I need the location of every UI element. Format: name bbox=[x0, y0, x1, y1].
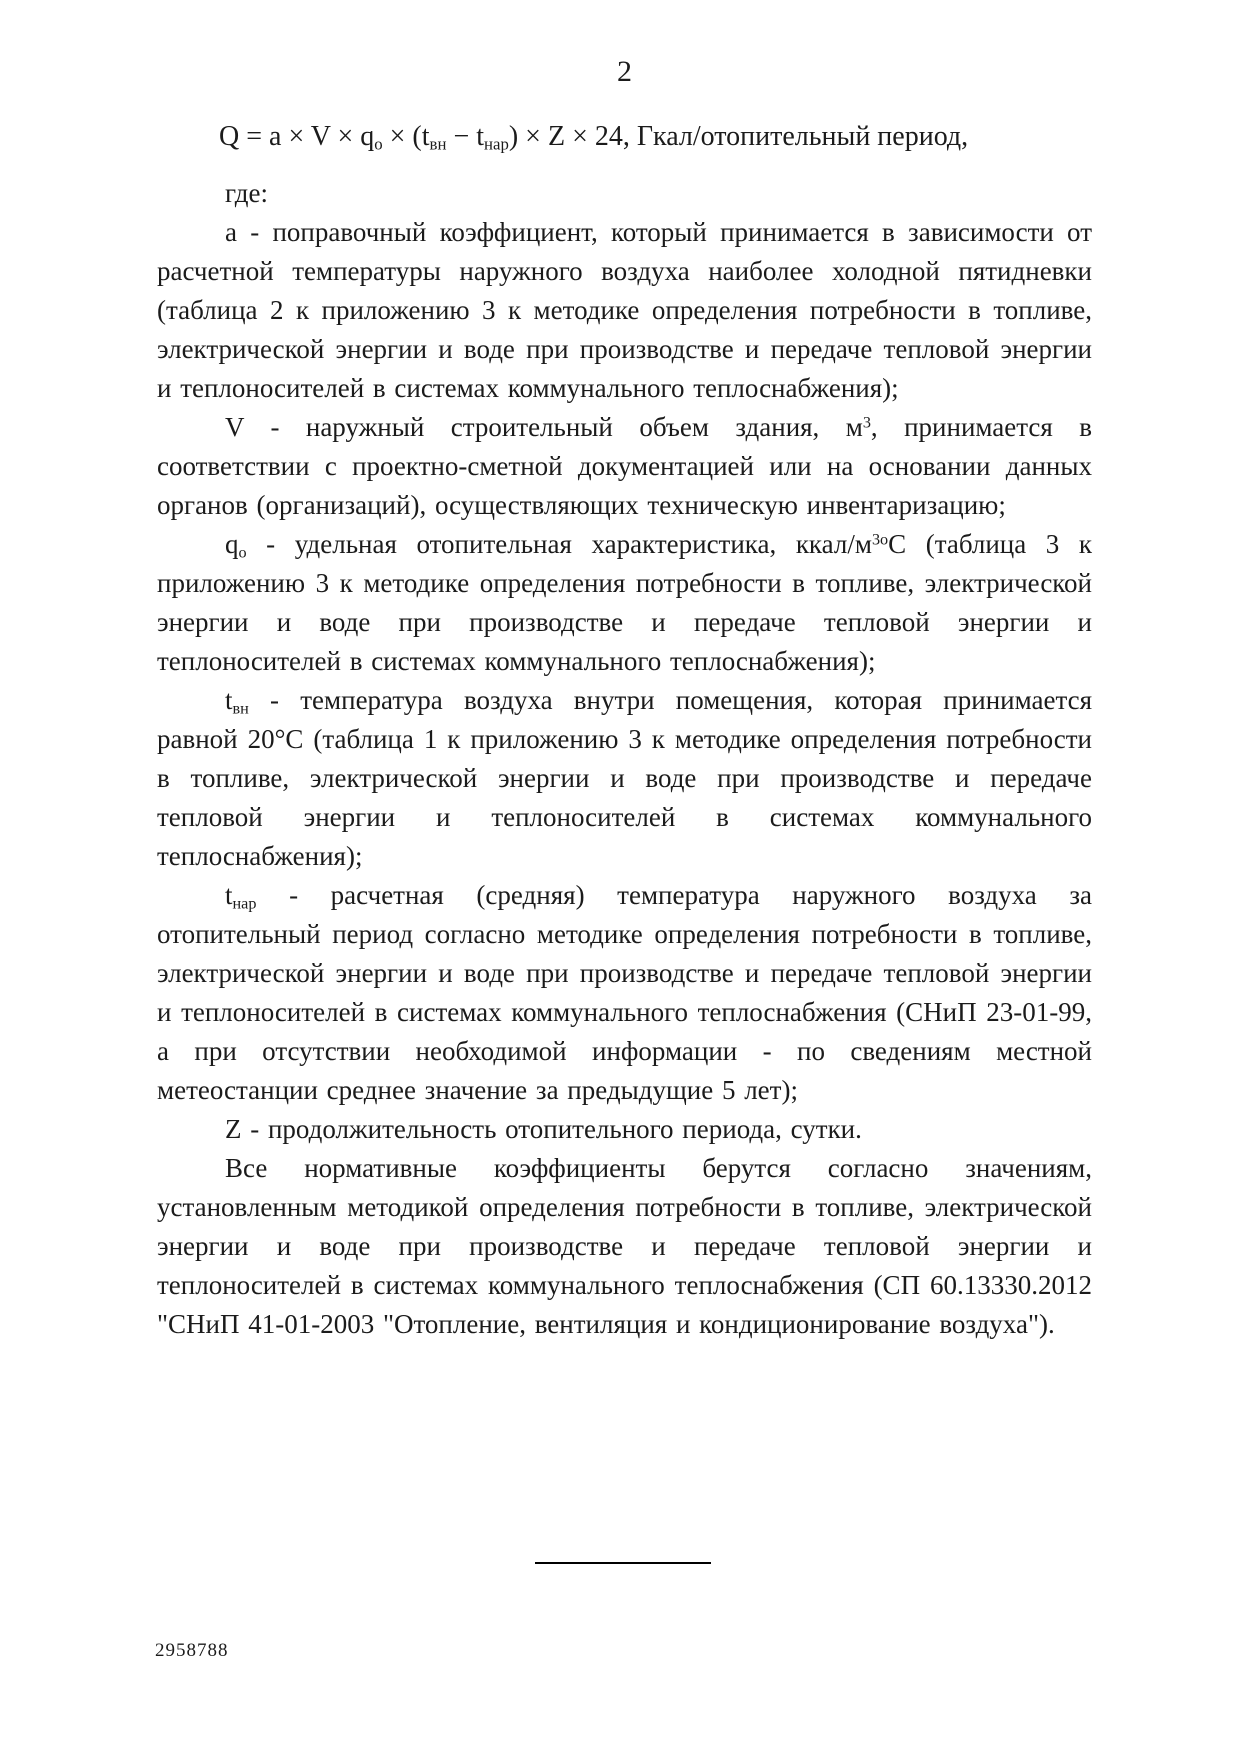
page-number: 2 bbox=[617, 55, 632, 88]
paragraph-term-a: а - поправочный коэффициент, который принимается в зависимости от расчетной температуры наружного воздуха наиболее холодной пятидневки (таблица 2 к приложению 3 к методике определения потребности в топливе, электрической энергии и воде при производстве и передаче тепловой энергии и теплоносителей в системах коммунального теплоснабжения); bbox=[157, 217, 1092, 403]
heating-formula: $Q = a \times V \times q_о \times (t_{вн} - t_{нар}) \times Z \times 24$, Гкал/отопительный период, bbox=[219, 121, 969, 154]
paragraph-term-v: V - наружный строительный объем здания, $м^3$, принимается в соответствии с проектно-сметной документацией или на основании данных органов (организаций), осуществляющих техническую инвентаризацию; bbox=[157, 412, 1092, 520]
paragraph-term-t-vn: $t_{вн}$ - температура воздуха внутри помещения, которая принимается равной 20°С (таблица 1 к приложению 3 к методике определения потребности в топливе, электрической энергии и воде при производстве и передаче тепловой энергии и теплоносителей в системах коммунального теплоснабжения); bbox=[157, 685, 1092, 871]
paragraph-term-z: Z - продолжительность отопительного периода, сутки. bbox=[225, 1114, 862, 1144]
document-content bbox=[157, 54, 1092, 1344]
signature-divider-line bbox=[535, 1562, 711, 1564]
document-code: 2958788 bbox=[155, 1640, 229, 1661]
paragraph-closing-note: Все нормативные коэффициенты берутся согласно значениям, установленным методикой определения потребности в топливе, электрической энергии и воде при производстве и передаче тепловой энергии и теплоносителей в системах коммунального теплоснабжения (СП 60.13330.2012 "СНиП 41-01-2003 "Отопление, вентиляция и кондиционирование воздуха"). bbox=[157, 1153, 1092, 1339]
paragraph-term-t-nar: $t_{нар}$ - расчетная (средняя) температура наружного воздуха за отопительный период согласно методике определения потребности в топливе, электрической энергии и воде при производстве и передаче тепловой энергии и теплоносителей в системах коммунального теплоснабжения (СНиП 23-01-99, а при отсутствии необходимой информации - по сведениям местной метеостанции среднее значение за предыдущие 5 лет); bbox=[157, 880, 1092, 1105]
paragraph-term-qo: $q_о$ - удельная отопительная характеристика, ккал/$м^{3о}С$ (таблица 3 к приложению 3 к методике определения потребности в топливе, электрической энергии и воде при производстве и передаче тепловой энергии и теплоносителей в системах коммунального теплоснабжения); bbox=[157, 529, 1093, 676]
where-label: где: bbox=[225, 178, 268, 208]
